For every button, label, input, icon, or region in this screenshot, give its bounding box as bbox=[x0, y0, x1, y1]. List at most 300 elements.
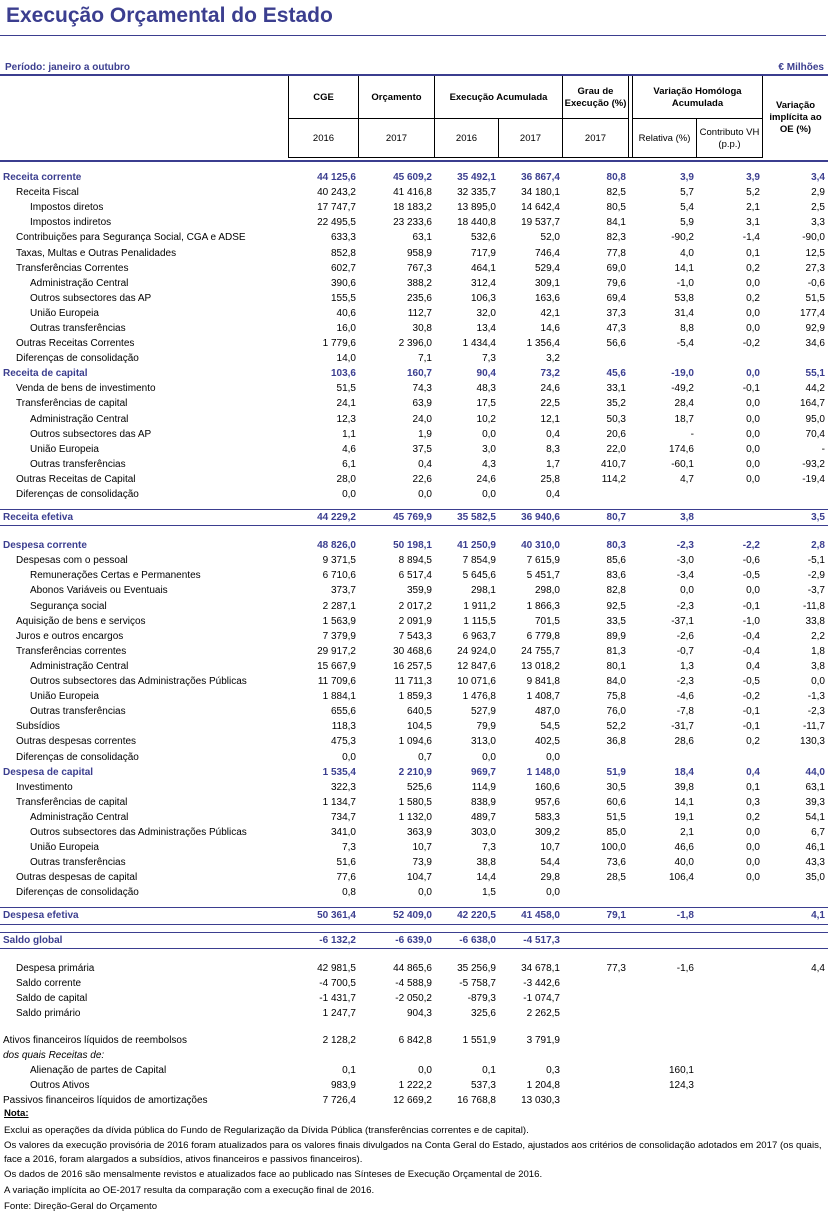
cell-value bbox=[697, 1048, 763, 1063]
cell-value: -90,0 bbox=[802, 232, 825, 244]
cell-value: 1 115,5 bbox=[463, 615, 496, 627]
cell-value: 0,0 bbox=[746, 857, 760, 869]
cell-value: 309,1 bbox=[534, 277, 560, 289]
table-row bbox=[0, 583, 828, 598]
cell-value: 16 257,5 bbox=[393, 660, 432, 672]
cell-value: -90,2 bbox=[671, 232, 694, 244]
table-row bbox=[0, 825, 828, 840]
cell-value: 640,5 bbox=[406, 706, 432, 718]
cell-value: 82,3 bbox=[606, 232, 626, 244]
table-row bbox=[0, 1048, 828, 1063]
cell-value: 83,6 bbox=[606, 570, 626, 582]
col-header-cge: CGE bbox=[313, 92, 334, 104]
cell-value: -4 517,3 bbox=[499, 932, 563, 948]
cell-value: 43,3 bbox=[805, 857, 825, 869]
table-row bbox=[0, 614, 828, 629]
cell-value: 0,0 bbox=[546, 751, 560, 763]
cell-value: -0,7 bbox=[676, 645, 694, 657]
cell-value: -0,4 bbox=[742, 645, 760, 657]
cell-value: -4 588,9 bbox=[395, 977, 432, 989]
cell-value: 10,2 bbox=[476, 413, 496, 425]
cell-value: 112,7 bbox=[407, 307, 432, 319]
cell-value: 12 669,2 bbox=[393, 1095, 432, 1107]
cell-value: 746,4 bbox=[534, 247, 560, 259]
cell-value: 73,9 bbox=[412, 857, 432, 869]
table-row bbox=[0, 568, 828, 583]
cell-value: 7 854,9 bbox=[462, 555, 496, 567]
cell-value: 52,2 bbox=[606, 721, 626, 733]
cell-value: 48,3 bbox=[476, 383, 496, 395]
cell-value: 1 911,2 bbox=[463, 600, 496, 612]
cell-value bbox=[697, 487, 763, 502]
cell-value: 100,0 bbox=[600, 842, 626, 854]
cell-value bbox=[763, 487, 828, 502]
cell-value: 77,6 bbox=[336, 872, 356, 884]
col-header-contributo: Contributo VH (p.p.) bbox=[699, 127, 760, 150]
cell-value: -2 050,2 bbox=[395, 992, 432, 1004]
cell-value: 410,7 bbox=[600, 458, 626, 470]
cell-value: 73,2 bbox=[540, 368, 560, 380]
cell-value: 388,2 bbox=[406, 277, 432, 289]
cell-value: 957,6 bbox=[534, 796, 560, 808]
cell-value: 14,0 bbox=[336, 353, 356, 365]
table-row bbox=[0, 1063, 828, 1078]
cell-value: 1 563,9 bbox=[322, 615, 356, 627]
row-label: Transferências Correntes bbox=[16, 262, 129, 274]
row-label: Venda de bens de investimento bbox=[16, 383, 156, 395]
cell-value: -2,3 bbox=[676, 676, 694, 688]
cell-value bbox=[563, 1033, 629, 1048]
cell-value: 3,5 bbox=[763, 510, 828, 526]
cell-value: 33,1 bbox=[606, 383, 626, 395]
row-label: Despesa de capital bbox=[3, 766, 94, 778]
row-label: Transferências de capital bbox=[16, 398, 128, 410]
row-label: Administração Central bbox=[30, 277, 129, 289]
cell-value: 2 262,5 bbox=[526, 1007, 560, 1019]
cell-value: 114,2 bbox=[601, 473, 626, 485]
cell-value: 160,6 bbox=[534, 781, 560, 793]
notes-section bbox=[4, 1107, 828, 1213]
cell-value: -37,1 bbox=[671, 615, 694, 627]
cell-value: 106,4 bbox=[668, 872, 694, 884]
cell-value: 24,1 bbox=[336, 398, 356, 410]
cell-value: 602,7 bbox=[330, 262, 356, 274]
cell-value: 53,8 bbox=[674, 292, 694, 304]
unit-label: € Milhões bbox=[778, 62, 824, 73]
cell-value: 5,4 bbox=[680, 202, 694, 214]
cell-value: 1 408,7 bbox=[526, 691, 560, 703]
cell-value: 23 233,6 bbox=[393, 217, 432, 229]
cell-value: -49,2 bbox=[671, 383, 694, 395]
cell-value: 20,6 bbox=[606, 428, 626, 440]
cell-value: 80,5 bbox=[606, 202, 626, 214]
cell-value: -2,3 bbox=[676, 600, 694, 612]
cell-value: 235,6 bbox=[406, 292, 432, 304]
cell-value: 36 940,6 bbox=[499, 510, 563, 526]
table-row bbox=[0, 908, 828, 924]
table-row bbox=[0, 230, 828, 245]
cell-value: 767,3 bbox=[406, 262, 432, 274]
row-spacer bbox=[0, 924, 828, 932]
cell-value: -31,7 bbox=[671, 721, 694, 733]
table-row bbox=[0, 900, 828, 908]
cell-value: 82,5 bbox=[606, 187, 626, 199]
cell-value: 33,5 bbox=[606, 615, 626, 627]
cell-value: 1 134,7 bbox=[322, 796, 356, 808]
table-row bbox=[0, 765, 828, 780]
cell-value: 1 580,5 bbox=[398, 796, 432, 808]
cell-value: 6,7 bbox=[811, 826, 825, 838]
table-row bbox=[0, 976, 828, 991]
cell-value: 0,0 bbox=[482, 751, 496, 763]
cell-value: 74,3 bbox=[412, 383, 432, 395]
cell-value: -3,7 bbox=[807, 585, 825, 597]
cell-value: 19 537,7 bbox=[521, 217, 560, 229]
table-row bbox=[0, 306, 828, 321]
cell-value bbox=[629, 351, 697, 366]
cell-value: 35 582,5 bbox=[435, 510, 499, 526]
cell-value bbox=[629, 976, 697, 991]
cell-value: 16 768,8 bbox=[457, 1095, 496, 1107]
cell-value bbox=[763, 749, 828, 764]
cell-value: 28,0 bbox=[336, 473, 356, 485]
cell-value: 50,3 bbox=[606, 413, 626, 425]
cell-value: -1,8 bbox=[629, 908, 697, 924]
cell-value: 84,1 bbox=[606, 217, 626, 229]
cell-value: -6 638,0 bbox=[435, 932, 499, 948]
cell-value: 77,8 bbox=[606, 247, 626, 259]
cell-value: 7 615,9 bbox=[526, 555, 560, 567]
cell-value: 50 361,4 bbox=[289, 908, 359, 924]
cell-value: 40,0 bbox=[674, 857, 694, 869]
row-label: União Europeia bbox=[30, 443, 99, 455]
cell-value bbox=[763, 1063, 828, 1078]
table-row bbox=[0, 366, 828, 381]
cell-value: 2,2 bbox=[811, 630, 825, 642]
cell-value: 6 710,6 bbox=[322, 570, 356, 582]
table-row bbox=[0, 644, 828, 659]
table-row bbox=[0, 885, 828, 900]
cell-value bbox=[563, 1048, 629, 1063]
cell-value: 0,0 bbox=[746, 277, 760, 289]
cell-value: 103,6 bbox=[330, 368, 356, 380]
table-row bbox=[0, 629, 828, 644]
cell-value: -2,9 bbox=[807, 570, 825, 582]
cell-value: 2,9 bbox=[811, 187, 825, 199]
row-label: Administração Central bbox=[30, 413, 129, 425]
col-header-relativa: Relativa (%) bbox=[638, 133, 691, 145]
cell-value: 79,1 bbox=[563, 908, 629, 924]
cell-value bbox=[289, 1048, 359, 1063]
row-label: Alienação de partes de Capital bbox=[30, 1065, 167, 1077]
cell-value: 298,1 bbox=[470, 585, 496, 597]
title-divider bbox=[0, 35, 826, 36]
cell-value bbox=[697, 991, 763, 1006]
table-row bbox=[0, 427, 828, 442]
cell-value: 1 866,3 bbox=[526, 600, 560, 612]
cell-value: 30 468,6 bbox=[393, 645, 432, 657]
cell-value: 2,8 bbox=[811, 540, 825, 552]
header-top-rule bbox=[0, 74, 828, 76]
cell-value: -19,0 bbox=[671, 368, 694, 380]
cell-value: 2,5 bbox=[811, 202, 825, 214]
table-row bbox=[0, 200, 828, 215]
cell-value: -1,0 bbox=[742, 615, 760, 627]
cell-value: 958,9 bbox=[406, 247, 432, 259]
cell-value: 0,7 bbox=[418, 751, 432, 763]
table-row bbox=[0, 810, 828, 825]
table-row bbox=[0, 396, 828, 411]
cell-value: 34,6 bbox=[805, 338, 825, 350]
cell-value: -0,4 bbox=[742, 630, 760, 642]
note-line: Os dados de 2016 são mensalmente revistos e atualizados face ao publicado nas Sínteses de Execução Orçamental de 2016. bbox=[4, 1169, 543, 1181]
cell-value: 14,4 bbox=[476, 872, 496, 884]
cell-value: 12,1 bbox=[540, 413, 560, 425]
row-label: Transferências correntes bbox=[16, 645, 127, 657]
table-row bbox=[0, 291, 828, 306]
cell-value: 1,3 bbox=[680, 660, 694, 672]
cell-value: 1 551,9 bbox=[462, 1035, 496, 1047]
cell-value bbox=[697, 1063, 763, 1078]
cell-value: 32 335,7 bbox=[457, 187, 496, 199]
table-row bbox=[0, 749, 828, 764]
cell-value bbox=[563, 1006, 629, 1021]
row-label: Investimento bbox=[16, 781, 73, 793]
cell-value: 3,9 bbox=[746, 172, 760, 184]
cell-value: 0,1 bbox=[342, 1065, 356, 1077]
cell-value: 0,3 bbox=[746, 796, 760, 808]
cell-value: 583,3 bbox=[534, 811, 560, 823]
cell-value: - bbox=[690, 428, 694, 440]
cell-value: 0,0 bbox=[746, 322, 760, 334]
table-row bbox=[0, 734, 828, 749]
row-label: dos quais Receitas de: bbox=[3, 1050, 105, 1062]
cell-value: 1,8 bbox=[811, 645, 825, 657]
cell-value: 28,5 bbox=[606, 872, 626, 884]
table-row bbox=[0, 170, 828, 185]
row-label: Despesa efetiva bbox=[0, 908, 289, 924]
col-header-execucao: Execução Acumulada bbox=[449, 92, 548, 104]
cell-value: 14 642,4 bbox=[521, 202, 560, 214]
cell-value: 1 222,2 bbox=[398, 1080, 432, 1092]
cell-value: 104,5 bbox=[406, 721, 432, 733]
cell-value: 0,2 bbox=[746, 736, 760, 748]
cell-value: -93,2 bbox=[802, 458, 825, 470]
table-row bbox=[0, 487, 828, 502]
table-row bbox=[0, 457, 828, 472]
cell-value: 7 379,9 bbox=[322, 630, 356, 642]
table-row bbox=[0, 553, 828, 568]
row-label: Impostos indiretos bbox=[30, 217, 112, 229]
cell-value: 7 543,3 bbox=[398, 630, 432, 642]
table-row bbox=[0, 704, 828, 719]
cell-value: 475,3 bbox=[330, 736, 356, 748]
cell-value: 44 865,6 bbox=[393, 962, 432, 974]
cell-value: 0,2 bbox=[746, 811, 760, 823]
cell-value: 0,3 bbox=[546, 1065, 560, 1077]
row-label: Outros subsectores das AP bbox=[30, 292, 152, 304]
period-label: Período: janeiro a outubro bbox=[5, 62, 131, 73]
cell-value bbox=[763, 976, 828, 991]
cell-value: 36,8 bbox=[606, 736, 626, 748]
row-label: Receita Fiscal bbox=[16, 187, 79, 199]
cell-value bbox=[697, 885, 763, 900]
cell-value: 359,9 bbox=[406, 585, 432, 597]
cell-value: 32,0 bbox=[476, 307, 496, 319]
cell-value: 11 711,3 bbox=[394, 676, 432, 688]
cell-value: 0,0 bbox=[546, 887, 560, 899]
col-header-year: 2016 bbox=[455, 133, 478, 145]
cell-value: 3,9 bbox=[680, 172, 694, 184]
cell-value bbox=[563, 487, 629, 502]
cell-value: 2,1 bbox=[680, 826, 694, 838]
row-spacer bbox=[0, 502, 828, 510]
cell-value: 80,8 bbox=[606, 172, 626, 184]
cell-value: 118,3 bbox=[331, 721, 356, 733]
cell-value: 42 981,5 bbox=[317, 962, 356, 974]
cell-value: 163,6 bbox=[534, 292, 560, 304]
cell-value: 79,9 bbox=[476, 721, 496, 733]
cell-value bbox=[629, 1048, 697, 1063]
cell-value: 0,4 bbox=[746, 766, 760, 778]
cell-value: 77,3 bbox=[606, 962, 626, 974]
cell-value bbox=[763, 932, 828, 948]
cell-value: 80,7 bbox=[563, 510, 629, 526]
col-header-grau: Grau de Execução (%) bbox=[564, 86, 627, 109]
cell-value: 701,5 bbox=[534, 615, 560, 627]
cell-value: 402,5 bbox=[534, 736, 560, 748]
row-label: Juros e outros encargos bbox=[16, 630, 124, 642]
cell-value bbox=[563, 932, 629, 948]
col-header-variacao: Variação Homóloga Acumulada bbox=[653, 86, 742, 109]
row-label: Outros subsectores das Administrações Públicas bbox=[30, 676, 247, 688]
cell-value bbox=[563, 976, 629, 991]
cell-value: 1 434,4 bbox=[462, 338, 496, 350]
cell-value: 298,0 bbox=[534, 585, 560, 597]
cell-value: 39,8 bbox=[674, 781, 694, 793]
cell-value: 160,7 bbox=[406, 368, 432, 380]
cell-value: 0,0 bbox=[746, 585, 760, 597]
table-row bbox=[0, 336, 828, 351]
cell-value: 13 030,3 bbox=[521, 1095, 560, 1107]
cell-value: 41 250,9 bbox=[457, 540, 496, 552]
cell-value: -19,4 bbox=[802, 473, 825, 485]
cell-value: 0,4 bbox=[546, 489, 560, 501]
cell-value: -1 431,7 bbox=[319, 992, 356, 1004]
cell-value: 75,8 bbox=[606, 691, 626, 703]
cell-value: 2 128,2 bbox=[322, 1035, 356, 1047]
row-label: Outras Receitas Correntes bbox=[16, 338, 135, 350]
table-row bbox=[0, 526, 828, 539]
table-row bbox=[0, 351, 828, 366]
cell-value: 106,3 bbox=[470, 292, 496, 304]
cell-value: 56,6 bbox=[606, 338, 626, 350]
cell-value: 12,3 bbox=[336, 413, 356, 425]
cell-value: 45,6 bbox=[606, 368, 626, 380]
cell-value bbox=[697, 351, 763, 366]
cell-value: 717,9 bbox=[470, 247, 496, 259]
cell-value: 34 678,1 bbox=[521, 962, 560, 974]
table-row bbox=[0, 1006, 828, 1021]
cell-value: 40,6 bbox=[336, 307, 356, 319]
table-row bbox=[0, 472, 828, 487]
cell-value: 487,0 bbox=[534, 706, 560, 718]
col-header-year: 2016 bbox=[312, 133, 335, 145]
cell-value: 48 826,0 bbox=[317, 540, 356, 552]
cell-value: 341,0 bbox=[330, 826, 356, 838]
row-label: Diferenças de consolidação bbox=[16, 353, 139, 365]
cell-value: 1 476,8 bbox=[462, 691, 496, 703]
cell-value: 5 451,7 bbox=[526, 570, 560, 582]
cell-value: 6 517,4 bbox=[398, 570, 432, 582]
cell-value: 45 609,2 bbox=[393, 172, 432, 184]
cell-value bbox=[763, 1033, 828, 1048]
cell-value: 16,0 bbox=[336, 322, 356, 334]
cell-value: 7 726,4 bbox=[322, 1095, 356, 1107]
cell-value: 325,6 bbox=[470, 1007, 496, 1019]
table-row bbox=[0, 1021, 828, 1033]
cell-value: 174,6 bbox=[668, 443, 694, 455]
cell-value: -1,4 bbox=[742, 232, 760, 244]
cell-value: -5,1 bbox=[807, 555, 825, 567]
cell-value: 312,4 bbox=[470, 277, 496, 289]
row-label: Receita efetiva bbox=[0, 510, 289, 526]
cell-value: 6 842,8 bbox=[398, 1035, 432, 1047]
cell-value: -0,2 bbox=[742, 691, 760, 703]
table-row bbox=[0, 795, 828, 810]
cell-value: 4,0 bbox=[680, 247, 694, 259]
row-label: Subsídios bbox=[16, 721, 60, 733]
cell-value: 1 094,6 bbox=[398, 736, 432, 748]
cell-value: 35,0 bbox=[805, 872, 825, 884]
cell-value: 8,3 bbox=[546, 443, 560, 455]
cell-value: 9 841,8 bbox=[526, 676, 560, 688]
cell-value: 0,0 bbox=[746, 443, 760, 455]
cell-value: 0,0 bbox=[418, 1065, 432, 1077]
cell-value: 14,1 bbox=[674, 796, 694, 808]
note-line: Os valores da execução provisória de 2016 foram atualizados para os valores finais divulgados na Conta Geral do Estado, ajustados aos critérios de consolidação adotados em 2017 (os quais, face a 2016, foram alargados a subsídios, ativos financeiros e passivos financeiros). bbox=[4, 1140, 822, 1165]
row-label: Outras despesas correntes bbox=[16, 736, 137, 748]
cell-value bbox=[499, 1048, 563, 1063]
cell-value: 34 180,1 bbox=[521, 187, 560, 199]
cell-value bbox=[629, 1033, 697, 1048]
cell-value bbox=[359, 1048, 435, 1063]
cell-value: 14,6 bbox=[540, 322, 560, 334]
row-label: Saldo corrente bbox=[16, 977, 82, 989]
cell-value: 35 492,1 bbox=[457, 172, 496, 184]
cell-value: 114,9 bbox=[471, 781, 496, 793]
cell-value: 7,3 bbox=[482, 842, 496, 854]
cell-value: 69,4 bbox=[606, 292, 626, 304]
cell-value: 0,4 bbox=[418, 458, 432, 470]
table-row bbox=[0, 599, 828, 614]
cell-value: 1,1 bbox=[342, 428, 356, 440]
cell-value: 89,9 bbox=[606, 630, 626, 642]
cell-value: 303,0 bbox=[470, 826, 496, 838]
row-label: Aquisição de bens e serviços bbox=[16, 615, 146, 627]
table-row bbox=[0, 932, 828, 948]
table-row bbox=[0, 840, 828, 855]
row-label: União Europeia bbox=[30, 307, 99, 319]
cell-value: 1 356,4 bbox=[526, 338, 560, 350]
cell-value: 525,6 bbox=[406, 781, 432, 793]
cell-value bbox=[763, 991, 828, 1006]
row-label: Outras despesas de capital bbox=[16, 872, 138, 884]
cell-value: 7,3 bbox=[482, 353, 496, 365]
cell-value bbox=[563, 749, 629, 764]
cell-value: 18,4 bbox=[674, 766, 694, 778]
cell-value: 1 204,8 bbox=[526, 1080, 560, 1092]
